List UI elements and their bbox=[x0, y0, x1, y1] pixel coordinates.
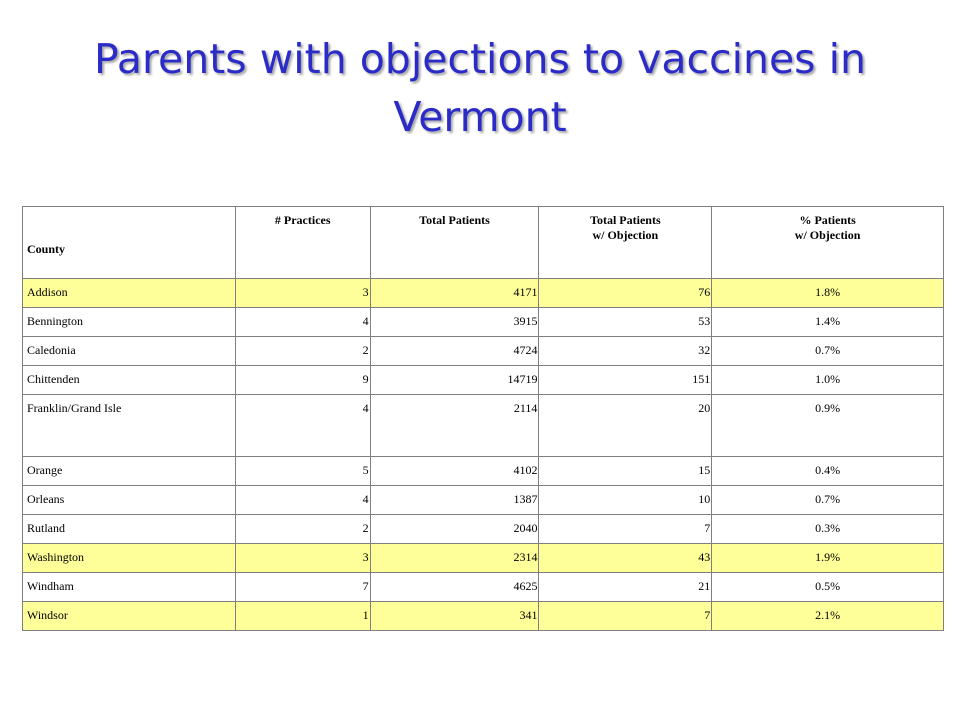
cell-percent: 0.7% bbox=[712, 337, 944, 366]
cell-county: Caledonia bbox=[23, 337, 236, 366]
cell-total-patients: 14719 bbox=[370, 366, 539, 395]
table-row bbox=[23, 602, 944, 631]
cell-county: Orleans bbox=[23, 486, 236, 515]
table-row bbox=[23, 395, 944, 457]
cell-total-patients: 2114 bbox=[370, 395, 539, 457]
cell-percent: 1.8% bbox=[712, 279, 944, 308]
cell-county: Windsor bbox=[23, 602, 236, 631]
cell-county: Rutland bbox=[23, 515, 236, 544]
cell-percent: 0.3% bbox=[712, 515, 944, 544]
header-pct-line-1: % Patients bbox=[799, 213, 856, 227]
table-row bbox=[23, 337, 944, 366]
cell-total-patients: 2040 bbox=[370, 515, 539, 544]
cell-objection: 7 bbox=[539, 515, 712, 544]
cell-objection: 10 bbox=[539, 486, 712, 515]
cell-objection: 15 bbox=[539, 457, 712, 486]
header-patients-with-objection bbox=[539, 207, 712, 279]
cell-percent: 0.7% bbox=[712, 486, 944, 515]
title-line-2: Vermont bbox=[393, 93, 567, 141]
cell-practices: 7 bbox=[235, 573, 370, 602]
header-practices: # Practices bbox=[235, 207, 370, 279]
cell-total-patients: 3915 bbox=[370, 308, 539, 337]
vaccine-objection-table bbox=[22, 206, 944, 631]
cell-percent: 1.0% bbox=[712, 366, 944, 395]
cell-county: Windham bbox=[23, 573, 236, 602]
cell-objection: 53 bbox=[539, 308, 712, 337]
cell-objection: 151 bbox=[539, 366, 712, 395]
cell-objection: 43 bbox=[539, 544, 712, 573]
page-title bbox=[40, 30, 920, 146]
cell-total-patients: 4102 bbox=[370, 457, 539, 486]
cell-county: Addison bbox=[23, 279, 236, 308]
table-row bbox=[23, 544, 944, 573]
cell-practices: 5 bbox=[235, 457, 370, 486]
header-pct-line-2: w/ Objection bbox=[794, 228, 861, 242]
header-objection-line-1: Total Patients bbox=[590, 213, 661, 227]
cell-percent: 0.9% bbox=[712, 395, 944, 457]
cell-practices: 2 bbox=[235, 337, 370, 366]
cell-practices: 2 bbox=[235, 515, 370, 544]
header-county: County bbox=[23, 207, 236, 279]
table-row bbox=[23, 457, 944, 486]
header-objection-line-2: w/ Objection bbox=[592, 228, 659, 242]
cell-objection: 7 bbox=[539, 602, 712, 631]
cell-total-patients: 4724 bbox=[370, 337, 539, 366]
cell-practices: 3 bbox=[235, 544, 370, 573]
header-total-patients: Total Patients bbox=[370, 207, 539, 279]
cell-percent: 0.5% bbox=[712, 573, 944, 602]
cell-county: Orange bbox=[23, 457, 236, 486]
cell-percent: 0.4% bbox=[712, 457, 944, 486]
cell-practices: 3 bbox=[235, 279, 370, 308]
cell-practices: 1 bbox=[235, 602, 370, 631]
cell-county: Bennington bbox=[23, 308, 236, 337]
table-row bbox=[23, 308, 944, 337]
cell-practices: 4 bbox=[235, 486, 370, 515]
cell-practices: 9 bbox=[235, 366, 370, 395]
cell-objection: 21 bbox=[539, 573, 712, 602]
table-header-row bbox=[23, 207, 944, 279]
cell-total-patients: 2314 bbox=[370, 544, 539, 573]
cell-total-patients: 4625 bbox=[370, 573, 539, 602]
cell-objection: 20 bbox=[539, 395, 712, 457]
cell-county: Franklin/Grand Isle bbox=[23, 395, 236, 457]
table-row bbox=[23, 366, 944, 395]
cell-county: Washington bbox=[23, 544, 236, 573]
cell-objection: 32 bbox=[539, 337, 712, 366]
cell-county: Chittenden bbox=[23, 366, 236, 395]
cell-total-patients: 4171 bbox=[370, 279, 539, 308]
table-row bbox=[23, 279, 944, 308]
cell-percent: 2.1% bbox=[712, 602, 944, 631]
header-percent-with-objection bbox=[712, 207, 944, 279]
table-row bbox=[23, 515, 944, 544]
cell-total-patients: 1387 bbox=[370, 486, 539, 515]
cell-practices: 4 bbox=[235, 395, 370, 457]
cell-objection: 76 bbox=[539, 279, 712, 308]
cell-practices: 4 bbox=[235, 308, 370, 337]
cell-percent: 1.9% bbox=[712, 544, 944, 573]
title-line-1: Parents with objections to vaccines in bbox=[94, 35, 866, 83]
cell-percent: 1.4% bbox=[712, 308, 944, 337]
cell-total-patients: 341 bbox=[370, 602, 539, 631]
table-row bbox=[23, 486, 944, 515]
table-row bbox=[23, 573, 944, 602]
